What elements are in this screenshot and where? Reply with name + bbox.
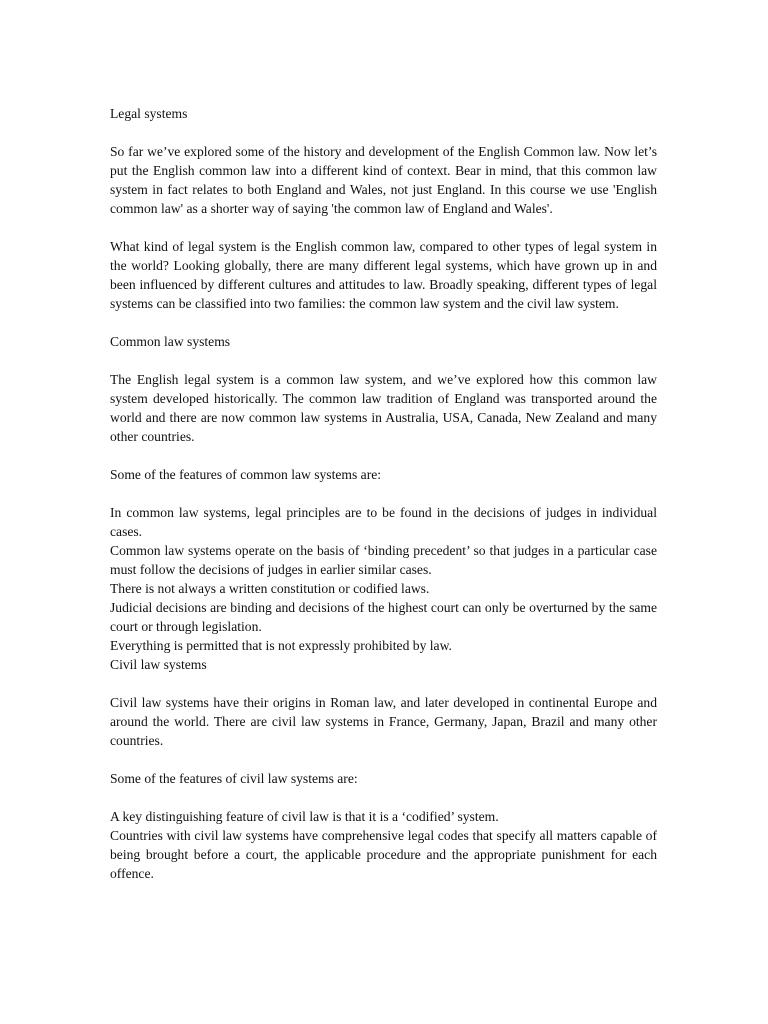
intro-paragraph: So far we’ve explored some of the history and development of the English Common law. Now let’s put the English common law into a different kind of context. Bear in mind, that this common law system in fact relates to both England and Wales, not just England. In this course we use 'English common law' as a shorter way of saying 'the common law of England and Wales'. xyxy=(110,144,657,216)
common-feature-item: Common law systems operate on the basis of ‘binding precedent’ so that judges in a particular case must follow the decisions of judges in earlier similar cases. xyxy=(110,543,657,577)
spacer xyxy=(110,674,657,693)
spacer xyxy=(110,750,657,769)
spacer xyxy=(110,351,657,370)
common-feature-item: Judicial decisions are binding and decisions of the highest court can only be overturned by the same court or through legislation. xyxy=(110,600,657,634)
civil-features-intro: Some of the features of civil law systems are: xyxy=(110,771,358,786)
spacer xyxy=(110,788,657,807)
common-feature-item: Everything is permitted that is not expressly prohibited by law. xyxy=(110,638,452,653)
document-page xyxy=(110,104,657,883)
spacer xyxy=(110,123,657,142)
spacer xyxy=(110,484,657,503)
kinds-paragraph: What kind of legal system is the English common law, compared to other types of legal system in the world? Looking globally, there are many different legal systems, which have grown up in and been influenced by different cultures and attitudes to law. Broadly speaking, different types of legal systems can be classified into two families: the common law system and the civil law system. xyxy=(110,239,657,311)
spacer xyxy=(110,313,657,332)
common-law-paragraph: The English legal system is a common law system, and we’ve explored how this common law system developed historically. The common law tradition of England was transported around the world and there are now common law systems in Australia, USA, Canada, New Zealand and many other countries. xyxy=(110,372,657,444)
civil-law-paragraph: Civil law systems have their origins in Roman law, and later developed in continental Europe and around the world. There are civil law systems in France, Germany, Japan, Brazil and many other countries. xyxy=(110,695,657,748)
civil-feature-item: A key distinguishing feature of civil law is that it is a ‘codified’ system. xyxy=(110,809,499,824)
spacer xyxy=(110,446,657,465)
civil-feature-item: Countries with civil law systems have comprehensive legal codes that specify all matters capable of being brought before a court, the applicable procedure and the appropriate punishment for each offence. xyxy=(110,828,657,881)
common-feature-item: There is not always a written constitution or codified laws. xyxy=(110,581,430,596)
heading-civil-law-systems: Civil law systems xyxy=(110,657,207,672)
heading-common-law-systems: Common law systems xyxy=(110,334,231,349)
heading-legal-systems: Legal systems xyxy=(110,106,188,121)
common-feature-item: In common law systems, legal principles are to be found in the decisions of judges in individual cases. xyxy=(110,505,657,539)
common-features-intro: Some of the features of common law systems are: xyxy=(110,467,382,482)
spacer xyxy=(110,218,657,237)
